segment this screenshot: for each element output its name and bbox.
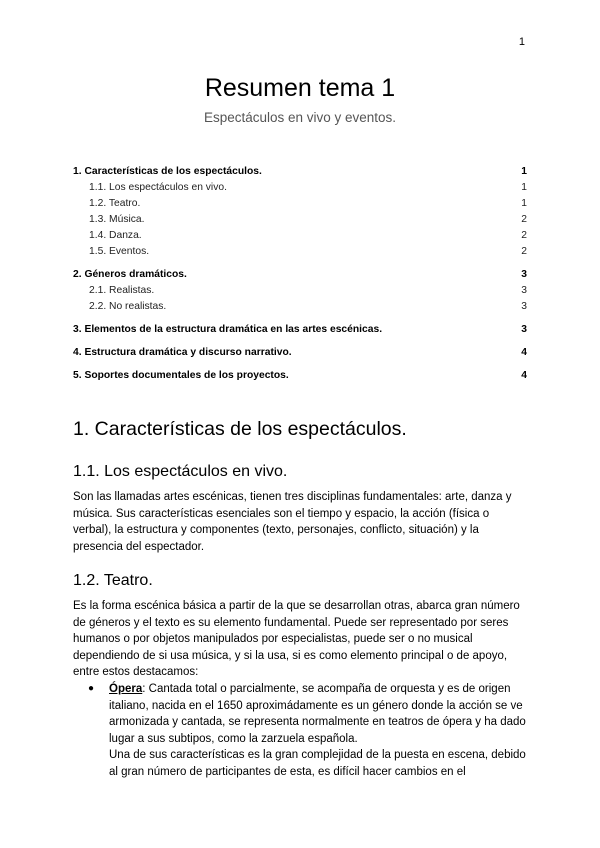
toc-entry-page: 3 bbox=[521, 269, 527, 280]
subsection-heading: 1.2. Teatro. bbox=[73, 572, 153, 589]
toc-entry-label: 1.5. Eventos. bbox=[89, 246, 150, 257]
toc-entry[interactable] bbox=[73, 212, 527, 228]
paragraph: Son las llamadas artes escénicas, tienen tres disciplinas fundamentales: arte, danza y música. Sus características esenciales son el tiempo y espacio, la acción (física o verbal), la estructura y componentes (texto, personajes, conflicto, situación) y la presencia del espectador. bbox=[73, 491, 512, 553]
toc-entry[interactable] bbox=[73, 322, 527, 338]
toc-entry[interactable] bbox=[73, 267, 527, 283]
bullet-icon: ● bbox=[87, 683, 95, 694]
toc-entry[interactable] bbox=[73, 368, 527, 384]
toc-entry-label: 1.4. Danza. bbox=[89, 230, 142, 241]
document-subtitle: Espectáculos en vivo y eventos. bbox=[203, 110, 397, 125]
toc-entry-page: 4 bbox=[521, 370, 527, 381]
toc-entry-label: 2.1. Realistas. bbox=[89, 285, 155, 296]
toc-entry[interactable] bbox=[73, 299, 527, 315]
toc-entry-label: 5. Soportes documentales de los proyectos. bbox=[73, 370, 289, 381]
subsection-heading: 1.1. Los espectáculos en vivo. bbox=[73, 463, 288, 480]
toc-entry[interactable] bbox=[73, 196, 527, 212]
toc-entry-page: 2 bbox=[521, 246, 527, 257]
toc-entry[interactable] bbox=[73, 345, 527, 361]
toc-entry-label: 3. Elementos de la estructura dramática en las artes escénicas. bbox=[73, 324, 383, 335]
document-title: Resumen tema 1 bbox=[204, 74, 396, 102]
toc-entry-label: 4. Estructura dramática y discurso narrativo. bbox=[73, 347, 292, 358]
toc-entry-label: 1.3. Música. bbox=[89, 214, 145, 225]
toc-entry-page: 2 bbox=[521, 230, 527, 241]
toc-entry[interactable] bbox=[73, 180, 527, 196]
toc-entry-label: 2.2. No realistas. bbox=[89, 301, 167, 312]
toc-entry-page: 1 bbox=[521, 198, 527, 209]
table-of-contents bbox=[73, 164, 527, 384]
toc-entry-page: 1 bbox=[521, 182, 527, 193]
toc-entry-label: 2. Géneros dramáticos. bbox=[73, 269, 187, 280]
paragraph: Es la forma escénica básica a partir de la que se desarrollan otras, abarca gran número de géneros y el texto es su elemento fundamental. Puede ser representado por seres humanos o por objetos manipulados por especialistas, puede ser o no musical dependiendo de si usa música, y si la usa, si es como elemento principal o de apoyo, entre estos destacamos: bbox=[73, 600, 520, 678]
toc-entry-page: 3 bbox=[521, 285, 527, 296]
toc-entry-page: 1 bbox=[521, 166, 527, 177]
section-heading: 1. Características de los espectáculos. bbox=[73, 418, 407, 440]
toc-entry-page: 3 bbox=[521, 301, 527, 312]
toc-entry[interactable] bbox=[73, 164, 527, 180]
toc-entry-label: 1. Características de los espectáculos. bbox=[73, 166, 262, 177]
toc-entry[interactable] bbox=[73, 244, 527, 260]
bullet-term: Ópera bbox=[109, 683, 143, 695]
toc-entry-page: 3 bbox=[521, 324, 527, 335]
page-number: 1 bbox=[518, 36, 525, 48]
toc-entry[interactable] bbox=[73, 283, 527, 299]
bullet-text: : Cantada total o parcialmente, se acompaña de orquesta y es de origen italiano, nacida en el 1650 aproximádamente es un género donde la acción se ve armonizada y cantada, se representa normalmente en teatros de ópera y ha dado lugar a sus subtipos, como la zarzuela española. bbox=[109, 683, 526, 745]
toc-entry-page: 2 bbox=[521, 214, 527, 225]
toc-entry-page: 4 bbox=[521, 347, 527, 358]
bullet-list bbox=[73, 681, 528, 780]
toc-entry-label: 1.1. Los espectáculos en vivo. bbox=[89, 182, 227, 193]
toc-entry[interactable] bbox=[73, 228, 527, 244]
bullet-text-continued: Una de sus características es la gran complejidad de la puesta en escena, debido al gran número de participantes de esta, es difícil hacer cambios en el bbox=[109, 749, 526, 778]
list-item bbox=[73, 681, 528, 780]
toc-entry-label: 1.2. Teatro. bbox=[89, 198, 141, 209]
